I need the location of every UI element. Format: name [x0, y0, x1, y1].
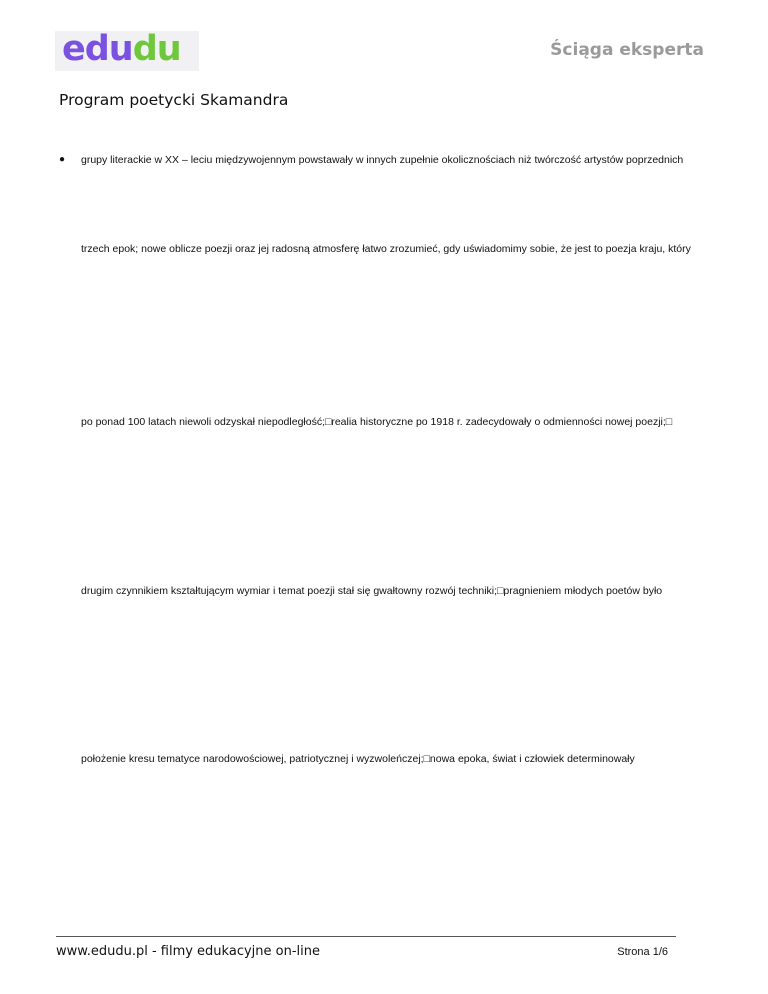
logo-text-part1: edu	[62, 29, 133, 69]
page-number: Strona 1/6	[617, 946, 668, 958]
body-text-line-3: po ponad 100 latach niewoli odzyskał niepodległość;□realia historyczne po 1918 r. zadecydowały o odmienności nowej poezji;□	[81, 416, 673, 428]
header-tagline: Ściąga eksperta	[550, 40, 704, 60]
bullet-icon: ●	[59, 154, 66, 165]
edudu-logo[interactable]	[62, 27, 181, 71]
body-text-line-1: grupy literackie w XX – leciu międzywojennym powstawały w innych zupełnie okolicznościach niż twórczość artystów poprzednich	[81, 154, 684, 166]
body-text-line-2: trzech epok; nowe oblicze poezji oraz jej radosną atmosferę łatwo zrozumieć, gdy uświadomimy sobie, że jest to poezja kraju, który	[81, 243, 691, 255]
body-text-line-5: położenie kresu tematyce narodowościowej, patriotycznej i wyzwoleńczej;□nowa epoka, świat i człowiek determinowały	[81, 753, 635, 765]
logo-text-part2: du	[132, 29, 181, 69]
body-text-line-4: drugim czynnikiem kształtującym wymiar i temat poezji stał się gwałtowny rozwój techniki;□pragnieniem młodych poetów było	[81, 585, 663, 597]
footer-divider	[56, 936, 676, 937]
footer-site-link[interactable]: www.edudu.pl - filmy edukacyjne on-line	[56, 944, 320, 959]
page-title: Program poetycki Skamandra	[59, 91, 289, 109]
